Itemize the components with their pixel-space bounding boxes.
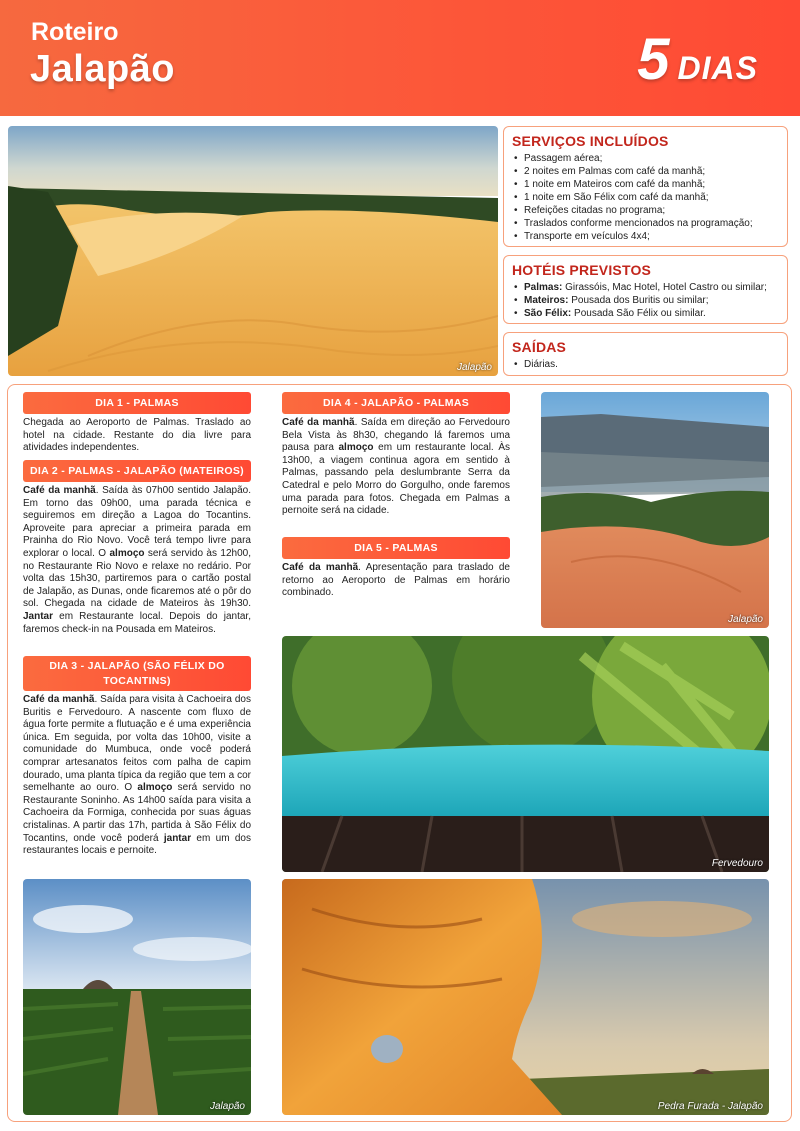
header-subtitle: Roteiro (31, 18, 119, 46)
meal-lunch: almoço (109, 547, 145, 559)
meal-breakfast: Café da manhã (23, 694, 95, 705)
departures-box (503, 332, 788, 376)
day2-text-part: em Restaurante local. Depois do jantar, faremos check-in na Pousada em Mateiros. (23, 610, 251, 635)
hotel-city: São Félix: (524, 308, 572, 319)
canyon-photo (541, 392, 769, 628)
fervedouro-caption: Fervedouro (711, 858, 763, 869)
day2-title: DIA 2 - PALMAS - JALAPÃO (MATEIROS) (23, 460, 251, 482)
pedra-furada-caption: Pedra Furada - Jalapão (657, 1101, 763, 1112)
meal-dinner: jantar (163, 832, 192, 844)
list-item (512, 294, 779, 307)
list-item: • Transporte em veículos 4x4; (512, 230, 779, 243)
road-caption: Jalapão (209, 1101, 245, 1112)
departures-list (512, 358, 779, 371)
hotels-heading: HOTÉIS PREVISTOS (512, 262, 652, 278)
list-item: • 2 noites em Palmas com café da manhã; (512, 165, 779, 178)
day4-text-part: . Saída em direção ao Fervedouro Bela Vista às 8h30, chegando lá faremos uma pausa para (282, 417, 510, 454)
departures-heading: SAÍDAS (512, 339, 567, 355)
meal-dinner: Jantar (23, 610, 54, 622)
day3-text-part: . Saída para visita à Cachoeira dos Buritis e Fervedouro. A nascente com fluxo de água forte permite a flutuação e é uma experiência única. Em seguida, por volta das 10h00, visite a comunidade do Mumbuca, onde você poderá comprar artesanatos feitos com palha de capim dourado, uma planta típica da região que tem a cor semelhante ao ouro. O (23, 694, 251, 794)
day5-text-part: . Apresentação para traslado de retorno ao Aeroporto de Palmas em horário combinado. (282, 562, 510, 599)
hotels-box (503, 255, 788, 324)
meal-breakfast: Café da manhã (282, 562, 359, 573)
canyon-caption: Jalapão (727, 614, 763, 625)
road-photo (23, 879, 251, 1115)
dunes-caption: Jalapão (456, 362, 492, 373)
day4-text-part: em um restaurante local. Às 13h00, a viagem continua agora em sentido à Palmas, passando pela deslumbrante Serra da Catedral e pelo Morro do Gorgulho, onde faremos uma parada para fotos. Chegada em Palmas a pernoite será na cidade. (282, 442, 510, 517)
day1-title: DIA 1 - PALMAS (23, 392, 251, 414)
day5-text (282, 562, 510, 600)
hotel-names: Girassóis, Mac Hotel, Hotel Castro ou similar; (562, 282, 767, 293)
fervedouro-photo (282, 636, 769, 872)
list-item: • 1 noite em Mateiros com café da manhã; (512, 178, 779, 191)
list-item: • Diárias. (512, 358, 779, 371)
services-list (512, 152, 779, 243)
list-item: • 1 noite em São Félix com café da manhã; (512, 191, 779, 204)
day2-text-part: será servido às 12h00, no Restaurante Rio Novo e relaxe no redário. Por volta das 15h30, partiremos para o cartão postal de Jalapão, as Dunas, onde ficaremos até o pôr do sol. Chegada na cidade de Mateiros às 19h30. (23, 547, 251, 610)
days-badge (637, 26, 758, 93)
day2-text (23, 485, 251, 636)
list-item: • Refeições citadas no programa; (512, 204, 779, 217)
day3-text-part: em um dos restaurantes locais e pernoite. (23, 832, 251, 857)
days-number: 5 (637, 27, 670, 92)
day3-text (23, 694, 251, 858)
hotel-names: Pousada São Félix ou similar. (571, 308, 706, 319)
services-heading: SERVIÇOS INCLUÍDOS (512, 133, 669, 149)
header-title: Jalapão (30, 48, 176, 90)
day4-title: DIA 4 - JALAPÃO - PALMAS (282, 392, 510, 414)
header-banner (0, 0, 800, 116)
dunes-photo (8, 126, 498, 376)
list-item (512, 281, 779, 294)
hotel-city: Palmas: (524, 282, 563, 293)
list-item: • Traslados conforme mencionados na programação; (512, 217, 779, 230)
day2-text-part: . Saída às 07h00 sentido Jalapão. Em torno das 09h00, uma parada técnica e seguiremos em direção a Lagoa do Tocantins. Aproveite para apreciar a primeira parada em Prainha do Rio Novo. Você terá tempo livre para explorar o local. O (23, 485, 251, 559)
meal-breakfast: Café da manhã (23, 485, 96, 496)
pedra-furada-photo (282, 879, 769, 1115)
meal-breakfast: Café da manhã (282, 417, 355, 428)
day3-text-part: será servido no Restaurante Soninho. As 14h00 saída para visita a Cachoeira da Formiga, conhecida por suas águas cristalinas. A partir das 17h, partida à São Félix do Tocantins, onde você poderá (23, 782, 251, 844)
day1-text: Chegada ao Aeroporto de Palmas. Traslado ao hotel na cidade. Restante do dia livre para atividades independentes. (23, 417, 251, 454)
day4-text (282, 417, 510, 518)
hotel-city: Mateiros: (524, 295, 569, 306)
meal-lunch: almoço (338, 442, 374, 454)
services-box (503, 126, 788, 247)
list-item: • Passagem aérea; (512, 152, 779, 165)
meal-lunch: almoço (137, 782, 173, 794)
hotel-names: Pousada dos Buritis ou similar; (568, 295, 709, 306)
list-item (512, 307, 779, 320)
day5-title: DIA 5 - PALMAS (282, 537, 510, 559)
days-word: DIAS (677, 50, 758, 86)
day3-title: DIA 3 - JALAPÃO (SÃO FÉLIX DO TOCANTINS) (23, 656, 251, 691)
hotels-list (512, 281, 779, 320)
